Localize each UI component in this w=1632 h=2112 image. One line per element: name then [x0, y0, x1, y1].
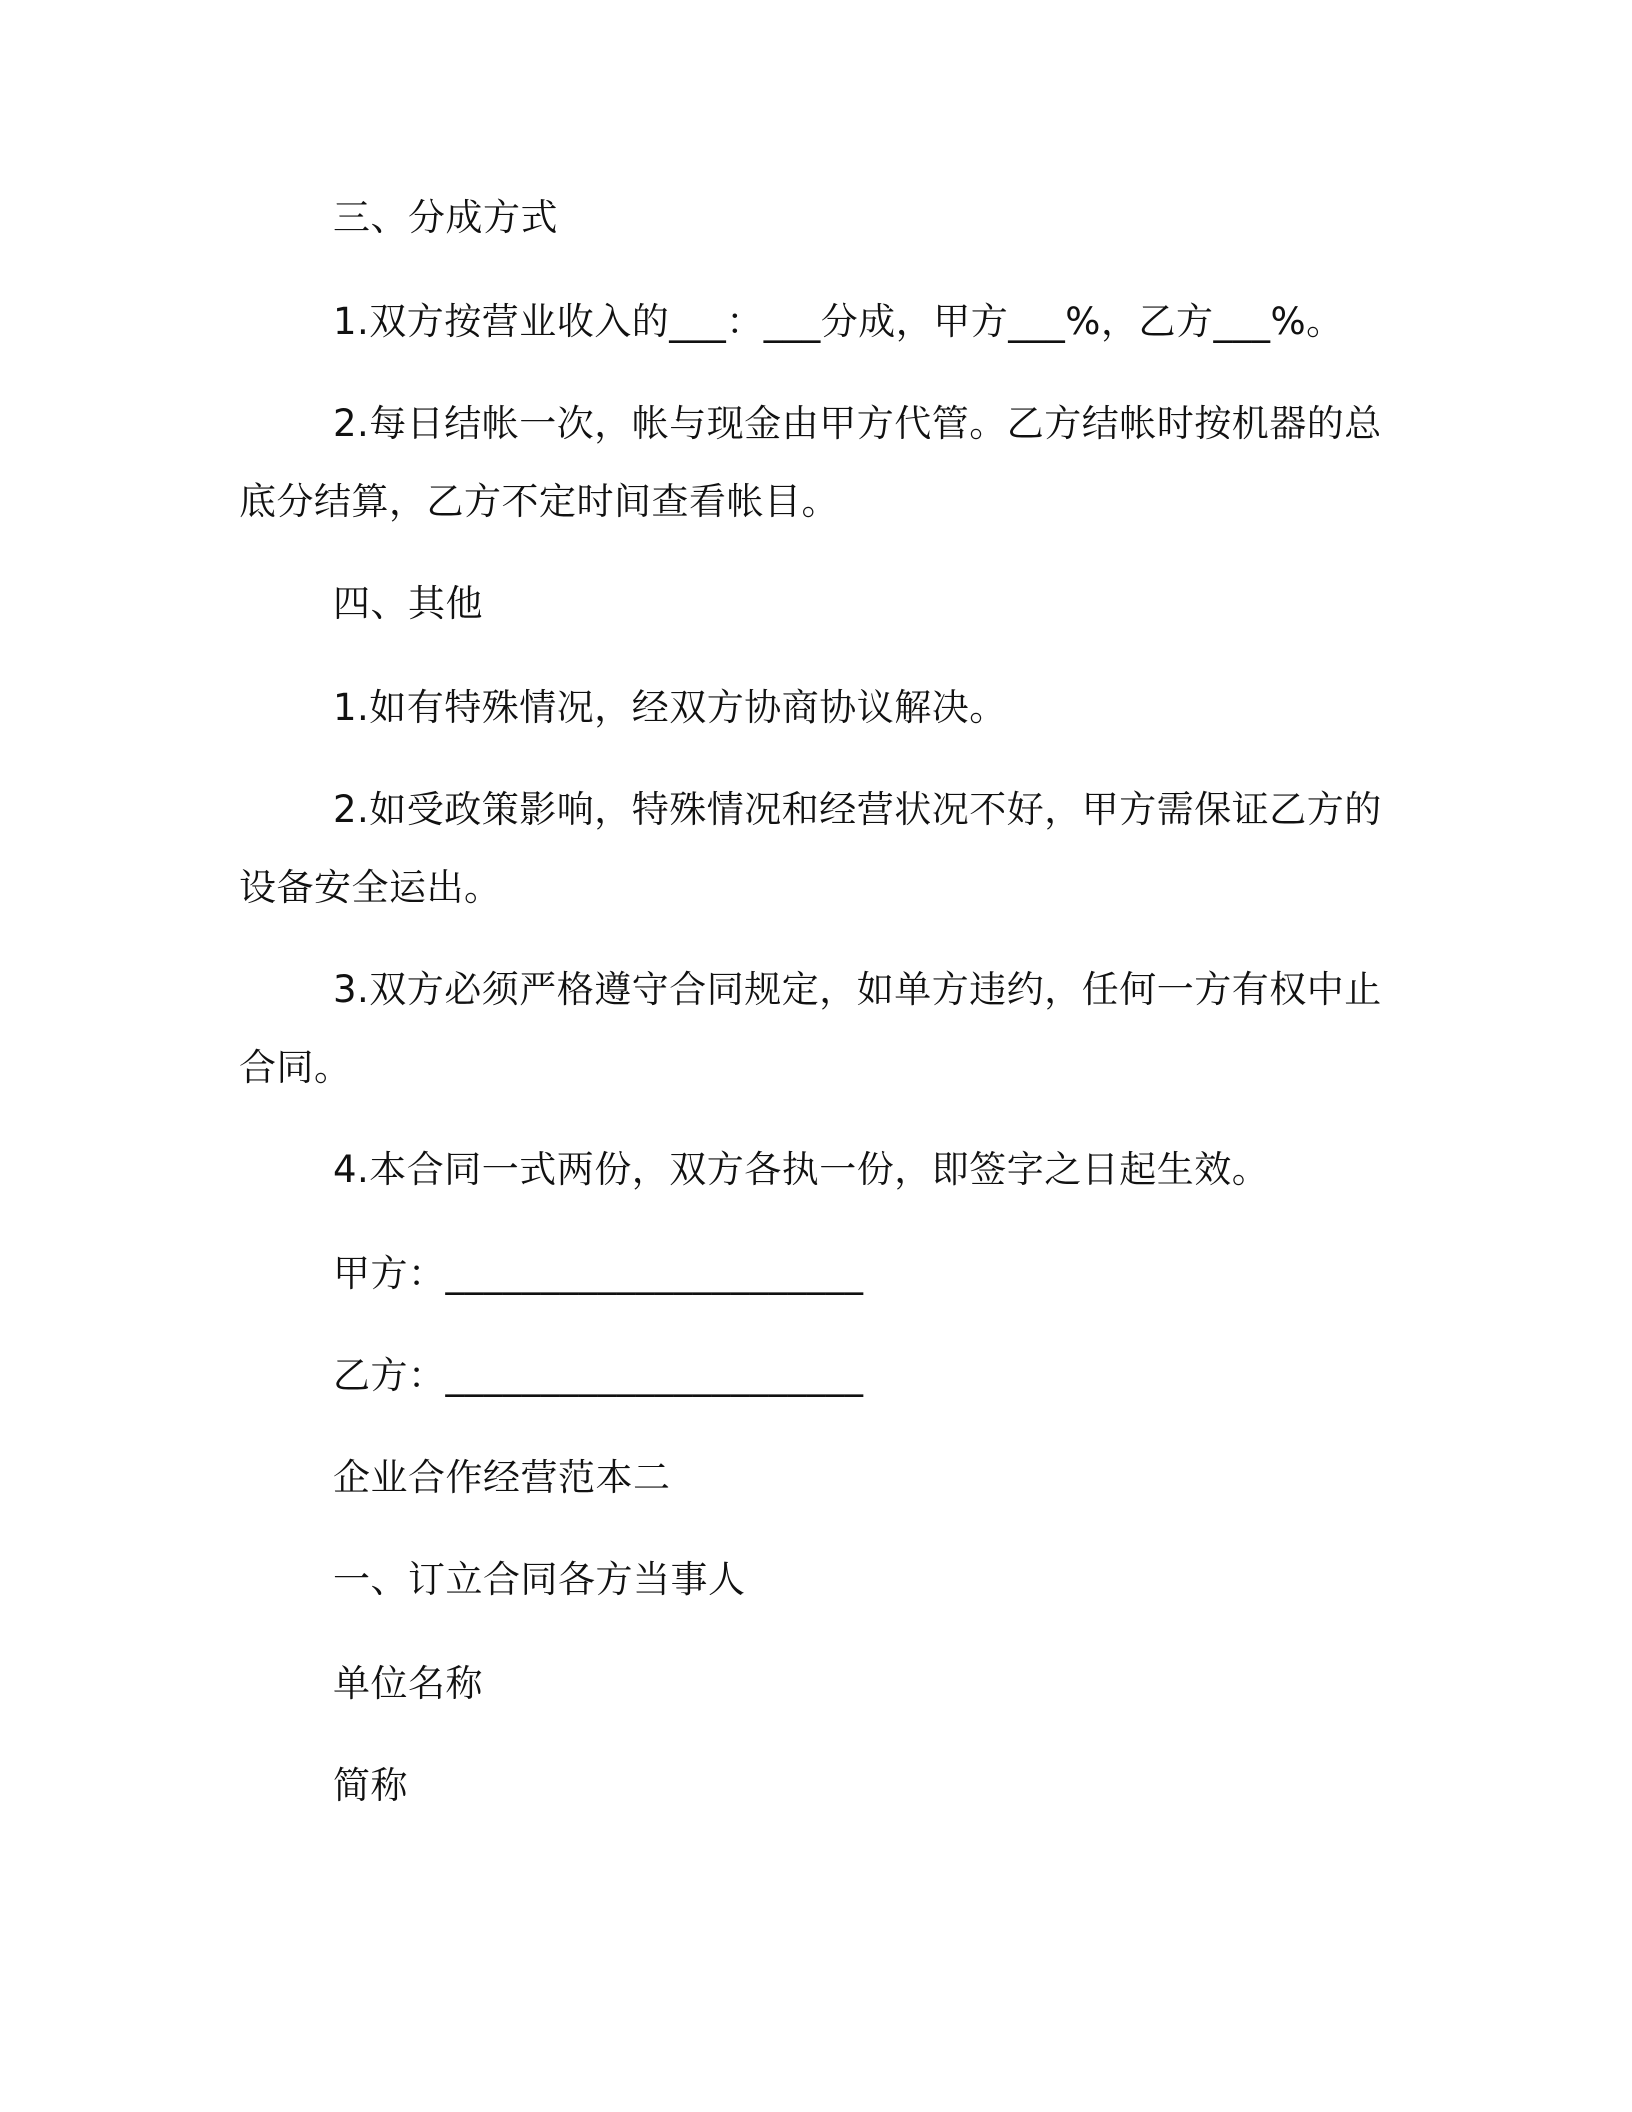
section3-item1: 1.双方按营业收入的___：___分成，甲方___%，乙方___%。: [333, 300, 1344, 343]
party-b-signature: 乙方：______________________: [333, 1354, 864, 1397]
section4-item2-line2: 设备安全运出。: [239, 866, 502, 909]
section4-item3-line2: 合同。: [239, 1046, 352, 1089]
template2-title: 企业合作经营范本二: [333, 1456, 671, 1499]
template2-section1-heading: 一、订立合同各方当事人: [333, 1558, 746, 1601]
section4-item1: 1.如有特殊情况，经双方协商协议解决。: [333, 686, 1007, 729]
section4-item4: 4.本合同一式两份，双方各执一份，即签字之日起生效。: [333, 1148, 1270, 1191]
section4-item2-line1: 2.如受政策影响，特殊情况和经营状况不好，甲方需保证乙方的: [333, 788, 1382, 831]
section3-item2-line2: 底分结算，乙方不定时间查看帐目。: [239, 480, 839, 523]
section4-heading: 四、其他: [333, 582, 483, 625]
unit-name-label: 单位名称: [333, 1662, 483, 1705]
section3-heading: 三、分成方式: [333, 196, 558, 239]
section4-item3-line1: 3.双方必须严格遵守合同规定，如单方违约，任何一方有权中止: [333, 968, 1382, 1011]
short-name-label: 简称: [333, 1764, 408, 1807]
section3-item2-line1: 2.每日结帐一次，帐与现金由甲方代管。乙方结帐时按机器的总: [333, 402, 1382, 445]
party-a-signature: 甲方：______________________: [333, 1252, 864, 1295]
